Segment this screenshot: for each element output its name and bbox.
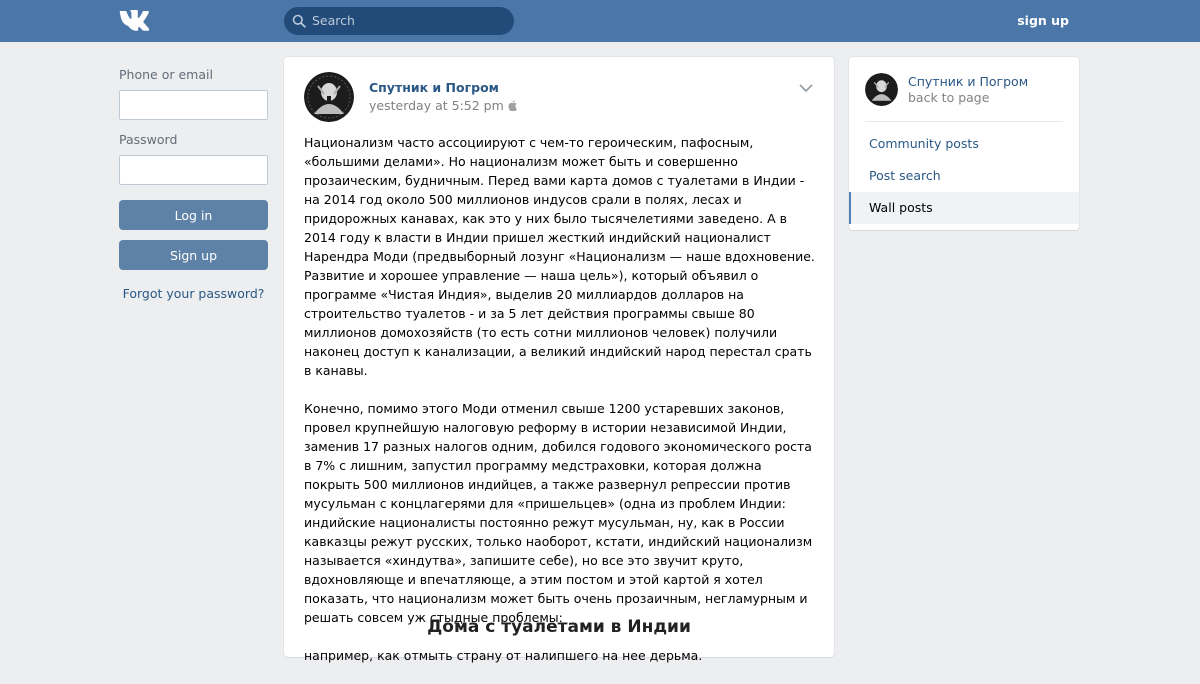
- search-placeholder: Search: [312, 13, 355, 28]
- post-paragraph: например, как отмыть страну от налипшего на нее дерьма.: [304, 648, 703, 663]
- avatar-image: [304, 72, 354, 122]
- post-text: [304, 133, 819, 684]
- signup-button[interactable]: Sign up: [119, 240, 268, 270]
- nav-wall-posts[interactable]: Wall posts: [849, 192, 1079, 224]
- phone-email-input[interactable]: [119, 90, 268, 120]
- login-button[interactable]: Log in: [119, 200, 268, 230]
- community-nav-card: [849, 57, 1079, 230]
- nav-community-posts[interactable]: Community posts: [869, 136, 979, 151]
- community-avatar[interactable]: [304, 72, 354, 122]
- phone-label: Phone or email: [119, 67, 213, 82]
- header-signup-link[interactable]: sign up: [1017, 13, 1069, 28]
- post-timestamp[interactable]: [369, 98, 517, 113]
- post-paragraph: Конечно, помимо этого Моди отменил свыше 1200 устаревших законов, провел крупнейшую налоговую реформу в истории независимой Индии, заменив 17 разных налогов одним, добился годового экономического роста в 7% с лишним, запустил программу медстраховки, которая должна покрыть 500 миллионов индийцев, а также развернул репрессии против мусульман с концлагерями для «пришельцев» (одна из проблем Индии: индийские националисты постоянно режут мусульман, ну, как в России кавказцы режут русских, только наоборот, кстати, индийский национализм называется «хиндутва», запишите себе), но все это звучит круто, вдохновляюще и впечатляюще, а этим постом и этой картой я хотел показать, что национализм может быть очень прозаичным, негламурным и решать совсем уж стыдные проблемы:: [304, 401, 813, 625]
- back-to-page-link[interactable]: back to page: [908, 90, 990, 105]
- search-box[interactable]: [284, 7, 514, 35]
- post-paragraph: Национализм часто ассоциируют с чем-то героическим, пафосным, «большими делами». Но национализм может быть и совершенно прозаическим, будничным. Перед вами карта домов с туалетами в Индии - на 2014 год около 500 миллионов индусов срали в полях, лесах и придорожных канавах, как это у них было тысячелетиями заведено. А в 2014 году к власти в Индии пришел жесткий индийский националист Нарендра Моди (предвыборный лозунг «Национализм — наше вдохновение. Развитие и хорошее управление — наша цель»), который объявил о программе «Чистая Индия», выделив 20 миллиардов долларов на строительство туалетов - и за 5 лет действия программы свыше 80 миллионов домохозяйств (то есть сотни миллионов человек) получили наконец доступ к канализации, а великий индийский народ перестал срать в канавы.: [304, 135, 815, 378]
- post-time-text: yesterday at 5:52 pm: [369, 98, 504, 113]
- post-author-link[interactable]: Спутник и Погром: [369, 80, 499, 95]
- search-icon: [292, 14, 306, 28]
- apple-icon: [508, 100, 517, 111]
- chevron-down-icon[interactable]: [798, 83, 814, 93]
- wall-post: [284, 57, 834, 663]
- forgot-password-link[interactable]: Forgot your password?: [122, 286, 265, 301]
- community-avatar-small[interactable]: [865, 73, 898, 106]
- password-label: Password: [119, 132, 178, 147]
- community-name-link[interactable]: Спутник и Погром: [908, 74, 1029, 89]
- avatar-image: [865, 73, 898, 106]
- password-input[interactable]: [119, 155, 268, 185]
- nav-post-search[interactable]: Post search: [869, 168, 941, 183]
- divider: [865, 121, 1063, 122]
- top-bar: [0, 0, 1200, 42]
- vk-logo-icon[interactable]: [119, 9, 152, 31]
- map-image-title[interactable]: Дома с туалетами в Индии: [427, 617, 691, 637]
